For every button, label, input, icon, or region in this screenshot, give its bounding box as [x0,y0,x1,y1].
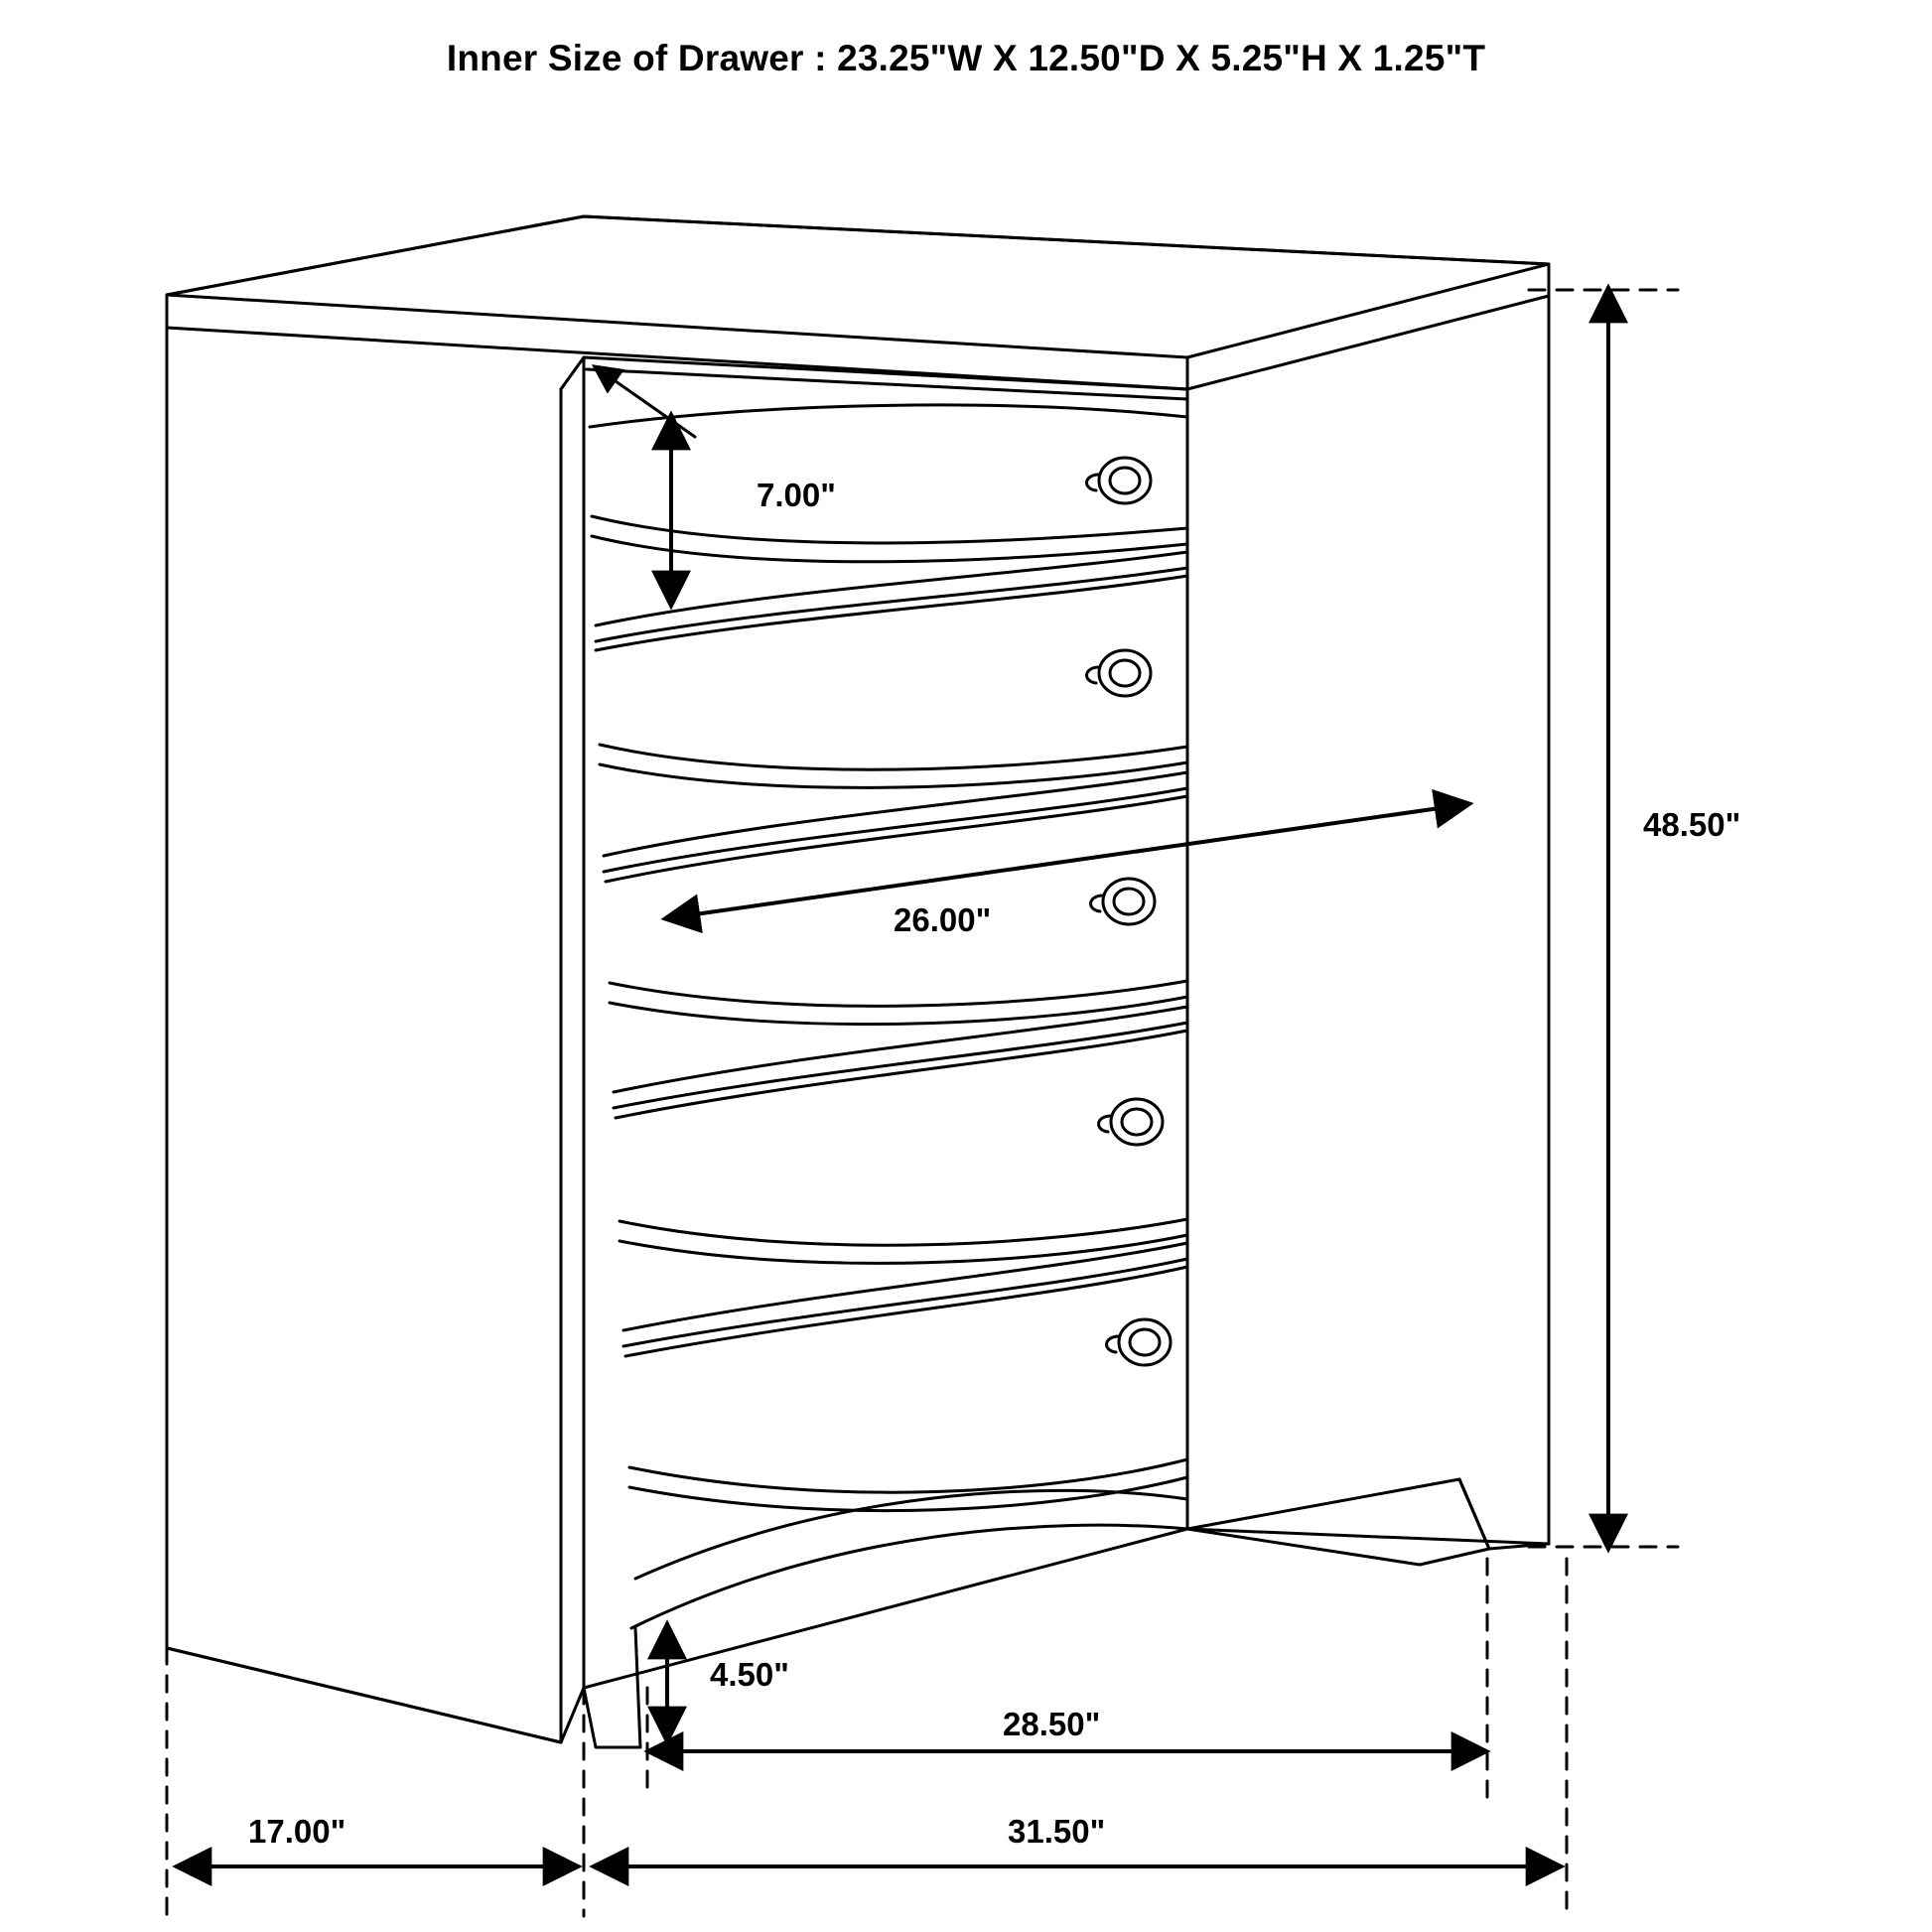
chest-top-surface [167,216,1549,389]
drawer-4 [616,1031,1187,1346]
drawer-knob-2 [1087,650,1151,696]
drawer-1 [587,369,1187,641]
label-overall-height: 48.50" [1643,806,1741,843]
leader-drawer-top [596,367,695,437]
drawer-2 [596,576,1187,872]
label-drawer-front-width: 26.00" [894,901,992,938]
dimension-drawer-front-width [667,804,1467,918]
drawer-knob-5 [1107,1319,1171,1365]
label-leg-height: 4.50" [710,1656,789,1693]
label-overall-width: 31.50" [1008,1813,1106,1850]
label-depth: 17.00" [248,1813,346,1850]
chest-front-left-stile [561,357,584,1742]
label-inner-width: 28.50" [1003,1706,1101,1742]
drawer-knob-1 [1087,458,1151,503]
chest-right-side [1187,296,1549,1549]
page-title: Inner Size of Drawer : 23.25"W X 12.50"D X 5.25"H X 1.25"T [446,38,1486,78]
chest-left-side-panel [167,328,561,1742]
drawer-knob-4 [1099,1099,1163,1145]
drawer-knob-3 [1091,879,1155,924]
label-drawer-height: 7.00" [757,477,836,513]
drawer-3 [606,796,1187,1108]
